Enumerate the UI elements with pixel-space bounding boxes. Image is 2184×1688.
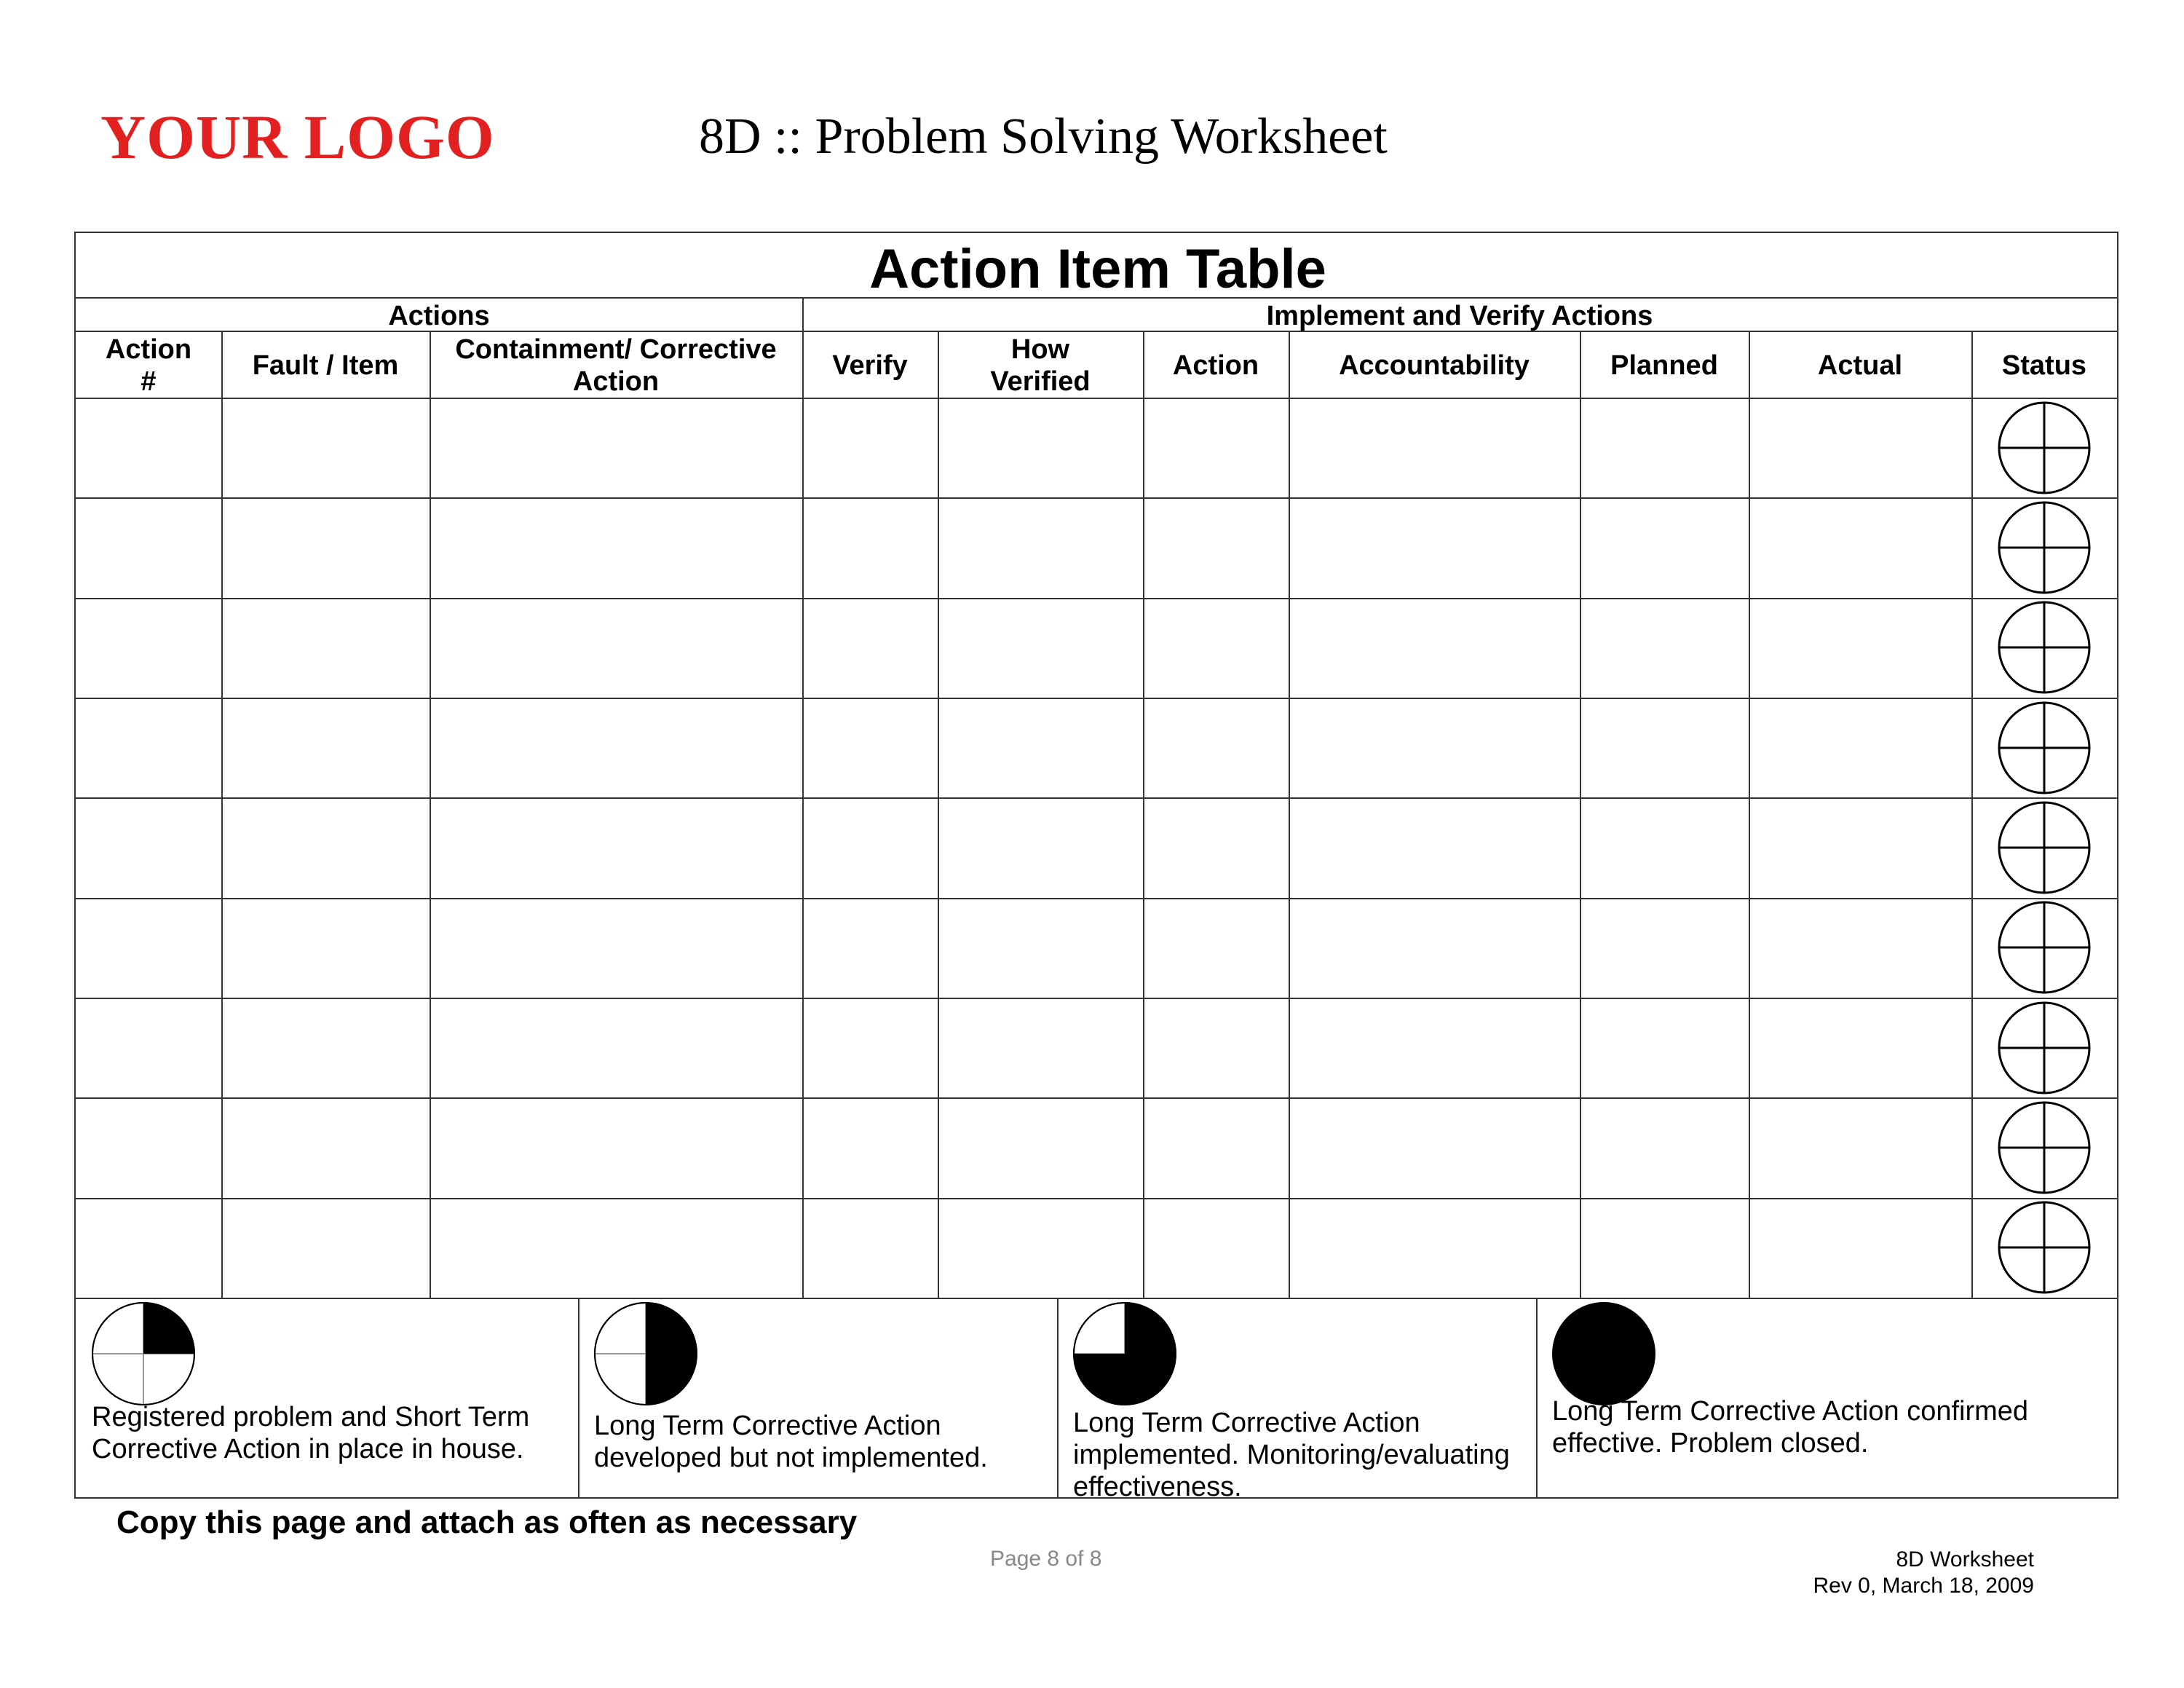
col-verify xyxy=(802,332,938,399)
row-divider xyxy=(76,1198,2117,1199)
table-title: Action Item Table xyxy=(869,238,1326,300)
column-header-label: Action xyxy=(1172,350,1259,381)
col-fault-item xyxy=(221,332,430,399)
page-number: Page 8 of 8 xyxy=(990,1547,1102,1571)
column-divider xyxy=(1749,331,1750,1299)
legend-item-registered xyxy=(76,1299,578,1500)
column-divider xyxy=(802,331,804,1299)
copy-instruction: Copy this page and attach as often as necessary xyxy=(116,1504,858,1540)
col-actual xyxy=(1749,332,1971,399)
column-header-label: Action # xyxy=(105,334,192,397)
title-divider xyxy=(76,297,2117,299)
legend-text: Long Term Corrective Action confirmed effective. Problem closed. xyxy=(1552,1396,2029,1459)
row-divider xyxy=(76,1097,2117,1099)
legend-item-implemented xyxy=(1057,1299,1536,1500)
status-circle-icon[interactable] xyxy=(1996,800,2092,896)
col-containment-corrective-action xyxy=(430,332,802,399)
col-action xyxy=(1143,332,1289,399)
quarter-filled-circle-icon xyxy=(89,1299,198,1408)
col-accountability xyxy=(1289,332,1580,399)
row-divider xyxy=(76,898,2117,899)
three-quarter-filled-circle-icon xyxy=(1070,1299,1179,1408)
col-action-number xyxy=(76,332,221,399)
logo: YOUR LOGO xyxy=(100,102,495,172)
full-filled-circle-icon xyxy=(1549,1299,1658,1408)
column-header-label: Containment/ Corrective Action xyxy=(455,334,777,397)
action-item-table xyxy=(74,232,2118,1502)
legend-item-closed xyxy=(1536,1299,2117,1500)
status-circle-icon[interactable] xyxy=(1996,899,2092,995)
column-header-label: Status xyxy=(2001,350,2087,381)
col-status xyxy=(1971,332,2117,399)
status-circle-icon[interactable] xyxy=(1996,500,2092,596)
row-divider xyxy=(76,497,2117,499)
column-header-label: How Verified xyxy=(990,334,1091,397)
status-circle-icon[interactable] xyxy=(1996,400,2092,496)
status-circle-icon[interactable] xyxy=(1996,700,2092,796)
column-header-label: Planned xyxy=(1610,350,1718,381)
row-divider xyxy=(76,797,2117,799)
status-circle-icon[interactable] xyxy=(1996,1000,2092,1096)
column-divider xyxy=(430,331,431,1299)
status-circle-icon[interactable] xyxy=(1996,599,2092,695)
legend-item-developed xyxy=(578,1299,1057,1500)
row-divider xyxy=(76,598,2117,599)
col-how-verified xyxy=(938,332,1143,399)
document-revision: 8D Worksheet Rev 0, March 18, 2009 xyxy=(1813,1547,2034,1598)
column-divider xyxy=(221,331,223,1299)
col-planned xyxy=(1580,332,1749,399)
column-divider xyxy=(1289,331,1290,1299)
group-actions: Actions xyxy=(388,301,490,331)
legend-text: Registered problem and Short Term Corrective Action in place in house. xyxy=(92,1402,530,1464)
legend-text: Long Term Corrective Action developed but not implemented. xyxy=(594,1411,988,1473)
status-circle-icon[interactable] xyxy=(1996,1199,2092,1295)
column-header-label: Accountability xyxy=(1339,350,1530,381)
half-filled-circle-icon xyxy=(591,1299,700,1408)
column-divider xyxy=(938,331,939,1299)
row-divider xyxy=(76,698,2117,699)
column-divider xyxy=(1971,331,1973,1299)
status-circle-icon[interactable] xyxy=(1996,1100,2092,1196)
legend-text: Long Term Corrective Action implemented. Monitoring/evaluating effectiveness. xyxy=(1073,1408,1510,1502)
column-header-label: Fault / Item xyxy=(252,350,399,381)
column-header-label: Actual xyxy=(1817,350,1903,381)
column-divider xyxy=(1143,331,1144,1299)
document-title: 8D :: Problem Solving Worksheet xyxy=(699,109,1388,165)
group-implement-verify: Implement and Verify Actions xyxy=(1266,301,1653,331)
column-divider xyxy=(1580,331,1581,1299)
column-header-label: Verify xyxy=(832,350,908,381)
row-divider xyxy=(76,998,2117,999)
